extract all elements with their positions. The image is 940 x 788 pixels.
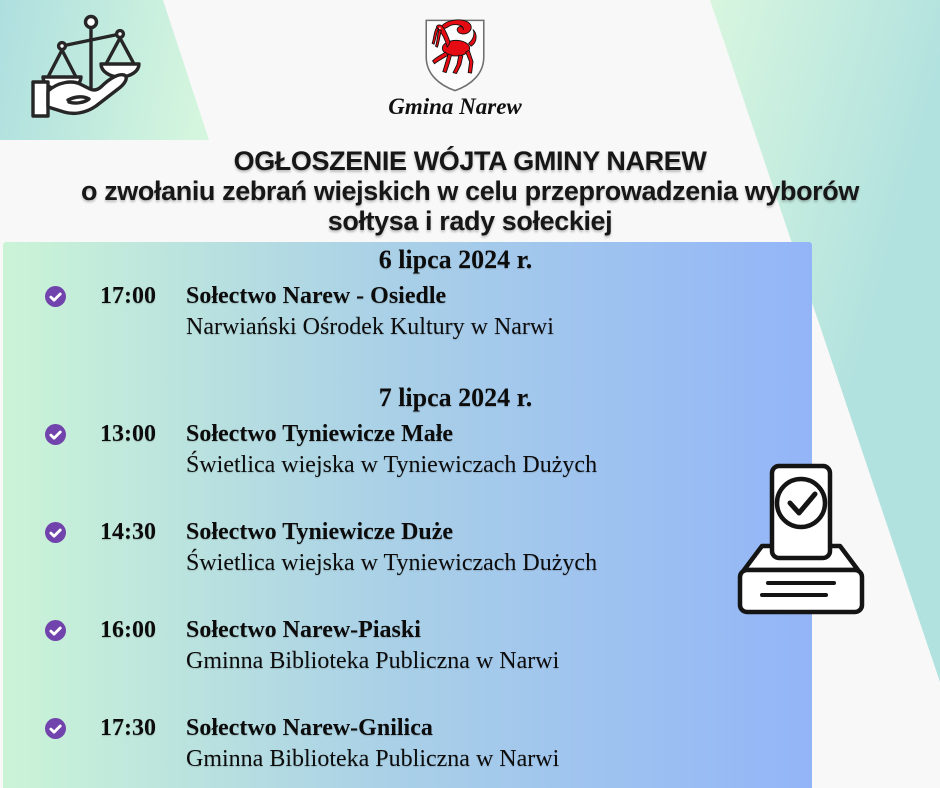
meeting-time: 17:30 bbox=[100, 715, 156, 741]
check-circle-icon bbox=[45, 620, 66, 641]
check-circle-icon bbox=[45, 424, 66, 445]
title-line-2: o zwołaniu zebrań wiejskich w celu przeprowadzenia wyborów bbox=[81, 176, 859, 206]
meeting-name: Sołectwo Narew-Gnilica bbox=[186, 715, 433, 741]
meeting-time: 16:00 bbox=[100, 617, 156, 643]
meeting-venue: Gminna Biblioteka Publiczna w Narwi bbox=[186, 746, 560, 772]
meeting-time: 13:00 bbox=[100, 421, 156, 447]
title-line-1: OGŁOSZENIE WÓJTA GMINY NAREW bbox=[233, 146, 707, 176]
date-heading: 7 lipca 2024 r. bbox=[378, 383, 533, 412]
ballot-box-icon bbox=[728, 458, 876, 616]
meeting-row bbox=[45, 615, 812, 677]
meeting-venue: Świetlica wiejska w Tyniewiczach Dużych bbox=[186, 452, 598, 478]
check-circle-icon bbox=[45, 718, 66, 739]
meeting-row bbox=[45, 419, 812, 481]
date-heading: 6 lipca 2024 r. bbox=[378, 245, 533, 274]
page-title bbox=[0, 146, 940, 236]
check-circle-icon bbox=[45, 286, 66, 307]
meeting-name: Sołectwo Narew-Piaski bbox=[186, 617, 421, 643]
meeting-name: Sołectwo Narew - Osiedle bbox=[186, 283, 447, 309]
meeting-name: Sołectwo Tyniewicze Duże bbox=[186, 519, 454, 545]
gmina-narew-coat-of-arms-icon bbox=[423, 16, 487, 94]
meeting-venue: Narwiański Ośrodek Kultury w Narwi bbox=[186, 314, 554, 340]
check-circle-icon bbox=[45, 522, 66, 543]
meeting-row bbox=[45, 517, 812, 579]
meeting-venue: Świetlica wiejska w Tyniewiczach Dużych bbox=[186, 550, 598, 576]
schedule-content bbox=[3, 242, 812, 775]
meeting-row bbox=[45, 713, 812, 775]
meeting-row bbox=[45, 281, 812, 343]
meeting-name: Sołectwo Tyniewicze Małe bbox=[186, 421, 454, 447]
title-line-3: sołtysa i rady sołeckiej bbox=[327, 206, 613, 236]
scales-in-hand-icon bbox=[28, 12, 150, 126]
meeting-time: 17:00 bbox=[100, 283, 156, 309]
meeting-venue: Gminna Biblioteka Publiczna w Narwi bbox=[186, 648, 560, 674]
municipality-name: Gmina Narew bbox=[388, 94, 522, 119]
meeting-time: 14:30 bbox=[100, 519, 156, 545]
schedule-panel bbox=[3, 242, 812, 788]
